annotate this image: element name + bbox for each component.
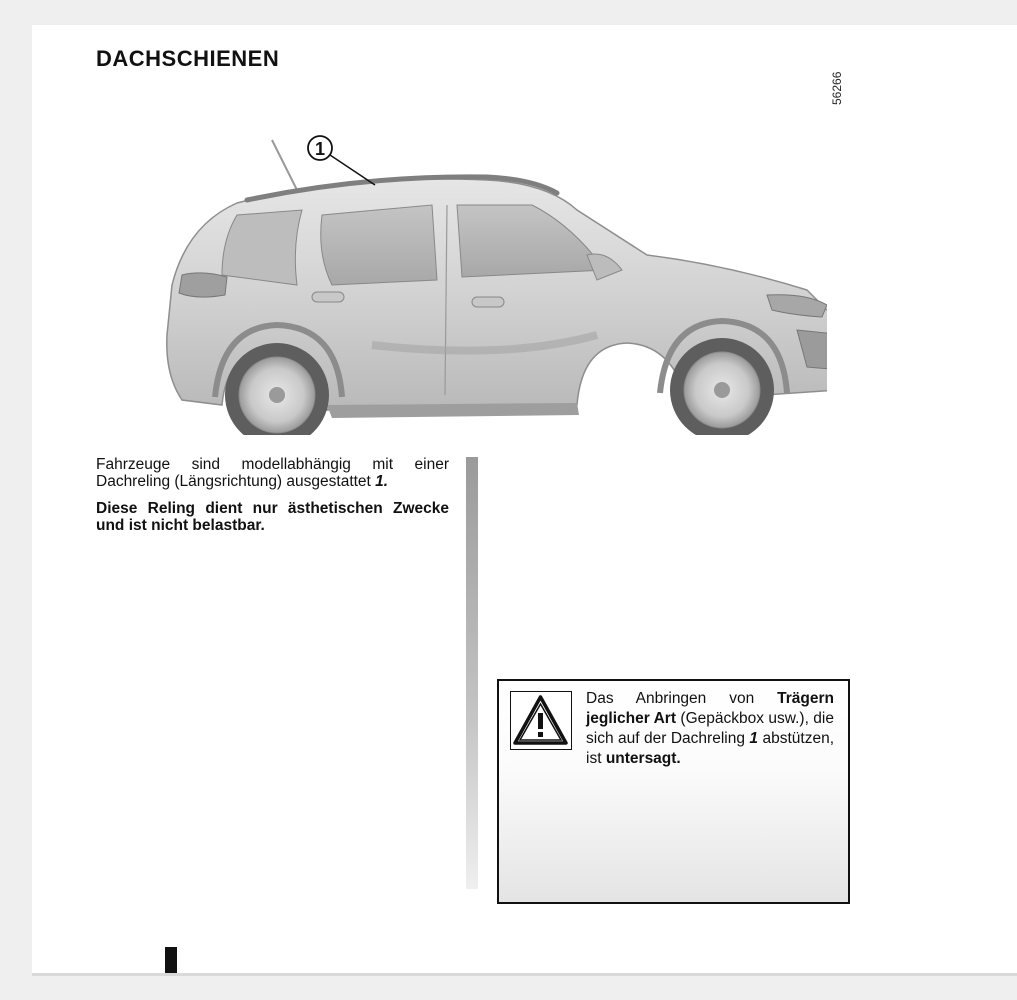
warning-text: Das Anbringen von Trägern jeglicher Art (Gepäckbox usw.), die sich auf der Dachreling 1 abstützen, ist untersagt. xyxy=(586,690,834,767)
ref-number: 1. xyxy=(375,473,389,490)
document-page xyxy=(32,25,1017,973)
callout-number: 1 xyxy=(314,139,326,159)
column-divider xyxy=(466,457,478,889)
page-shadow xyxy=(32,973,1017,976)
intro-paragraph: Fahrzeuge sind modellabhängig mit einer Dachreling (Längsrichtung) ausgestattet 1. xyxy=(96,456,449,490)
notice-paragraph: Diese Reling dient nur ästhetischen Zwecke und ist nicht belastbar. xyxy=(96,500,449,534)
warning-triangle-icon xyxy=(510,691,572,750)
page-title: DACHSCHIENEN xyxy=(96,46,280,71)
figure-number: 56266 xyxy=(830,71,844,105)
left-column xyxy=(96,456,449,544)
car-illustration xyxy=(127,105,827,435)
warning-box xyxy=(497,679,850,904)
page-edge-marker xyxy=(165,947,177,973)
